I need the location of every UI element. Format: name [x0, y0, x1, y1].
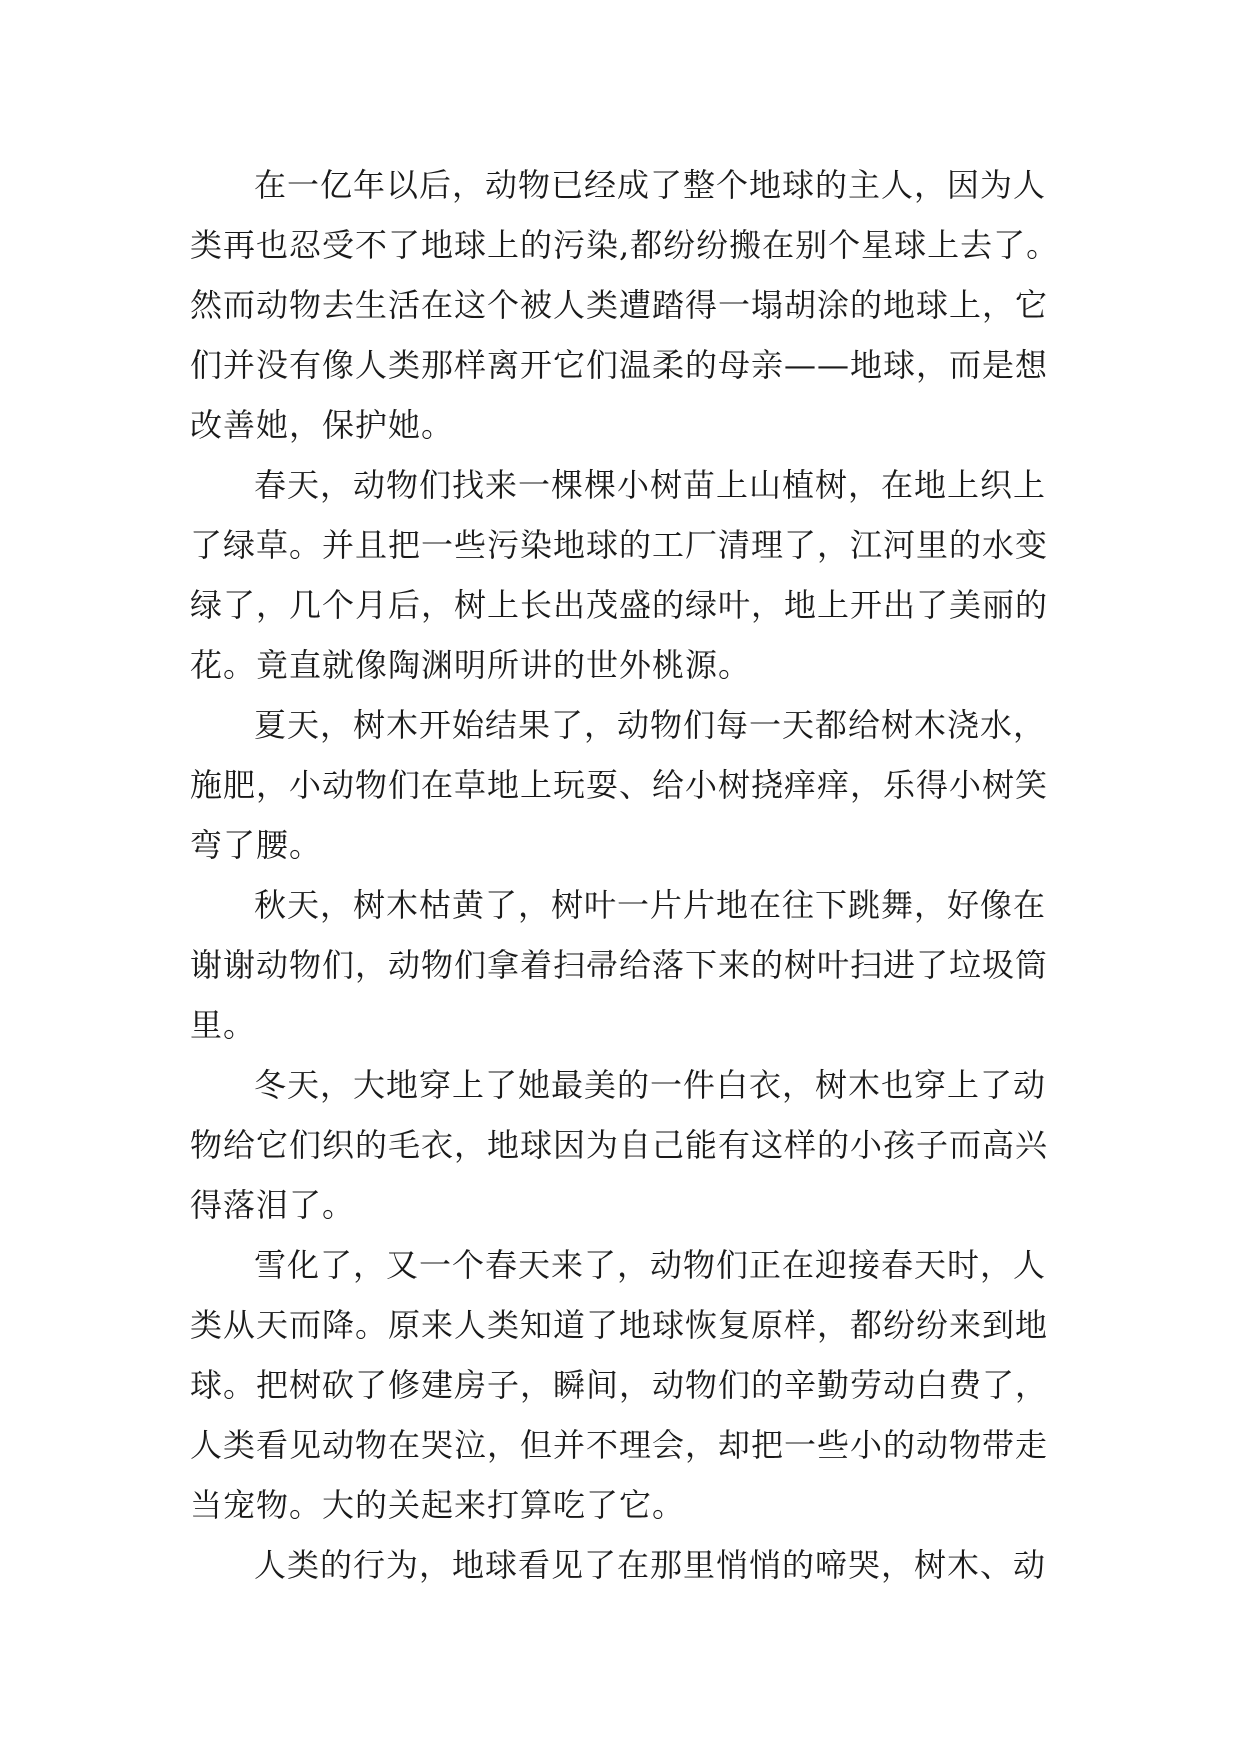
text-line: 夏天，树木开始结果了，动物们每一天都给树木浇水，: [254, 706, 1047, 744]
text-line: 当宠物。大的关起来打算吃了它。: [190, 1486, 686, 1524]
paragraph-7: [190, 1535, 1070, 1595]
paragraph-3: [190, 695, 1070, 875]
text-line: 物给它们织的毛衣，地球因为自己能有这样的小孩子而高兴: [190, 1126, 1049, 1164]
text-line: 得落泪了。: [190, 1186, 356, 1224]
text-line: 花。竟直就像陶渊明所讲的世外桃源。: [190, 646, 752, 684]
text-line: 人类的行为，地球看见了在那里悄悄的啼哭，树木、动: [254, 1546, 1047, 1584]
text-line: 球。把树砍了修建房子，瞬间，动物们的辛勤劳动白费了，: [190, 1366, 1049, 1404]
text-line: 类从天而降。原来人类知道了地球恢复原样，都纷纷来到地: [190, 1306, 1049, 1344]
paragraph-2: [190, 455, 1070, 695]
text-line: 绿了，几个月后，树上长出茂盛的绿叶，地上开出了美丽的: [190, 586, 1049, 624]
text-line: 改善她，保护她。: [190, 406, 455, 444]
essay-body: [190, 155, 1070, 1595]
text-line: 类再也忍受不了地球上的污染,都纷纷搬在别个星球上去了。: [190, 226, 1060, 264]
text-line: 人类看见动物在哭泣，但并不理会，却把一些小的动物带走: [190, 1426, 1049, 1464]
text-line: 冬天，大地穿上了她最美的一件白衣，树木也穿上了动: [254, 1066, 1047, 1104]
text-line: 在一亿年以后，动物已经成了整个地球的主人，因为人: [254, 166, 1047, 204]
text-line: 秋天，树木枯黄了，树叶一片片地在往下跳舞，好像在: [254, 886, 1047, 924]
text-line: 谢谢动物们，动物们拿着扫帚给落下来的树叶扫进了垃圾筒: [190, 946, 1049, 984]
text-line: 然而动物去生活在这个被人类遭踏得一塌胡涂的地球上，它: [190, 286, 1049, 324]
text-line: 春天，动物们找来一棵棵小树苗上山植树，在地上织上: [254, 466, 1047, 504]
text-line: 弯了腰。: [190, 826, 323, 864]
text-line: 了绿草。并且把一些污染地球的工厂清理了，江河里的水变: [190, 526, 1049, 564]
paragraph-6: [190, 1235, 1070, 1535]
text-line: 雪化了，又一个春天来了，动物们正在迎接春天时，人: [254, 1246, 1047, 1284]
paragraph-4: [190, 875, 1070, 1055]
text-line: 们并没有像人类那样离开它们温柔的母亲——地球，而是想: [190, 346, 1049, 384]
paragraph-5: [190, 1055, 1070, 1235]
text-line: 里。: [190, 1006, 257, 1044]
text-line: 施肥，小动物们在草地上玩耍、给小树挠痒痒，乐得小树笑: [190, 766, 1049, 804]
paragraph-1: [190, 155, 1070, 455]
